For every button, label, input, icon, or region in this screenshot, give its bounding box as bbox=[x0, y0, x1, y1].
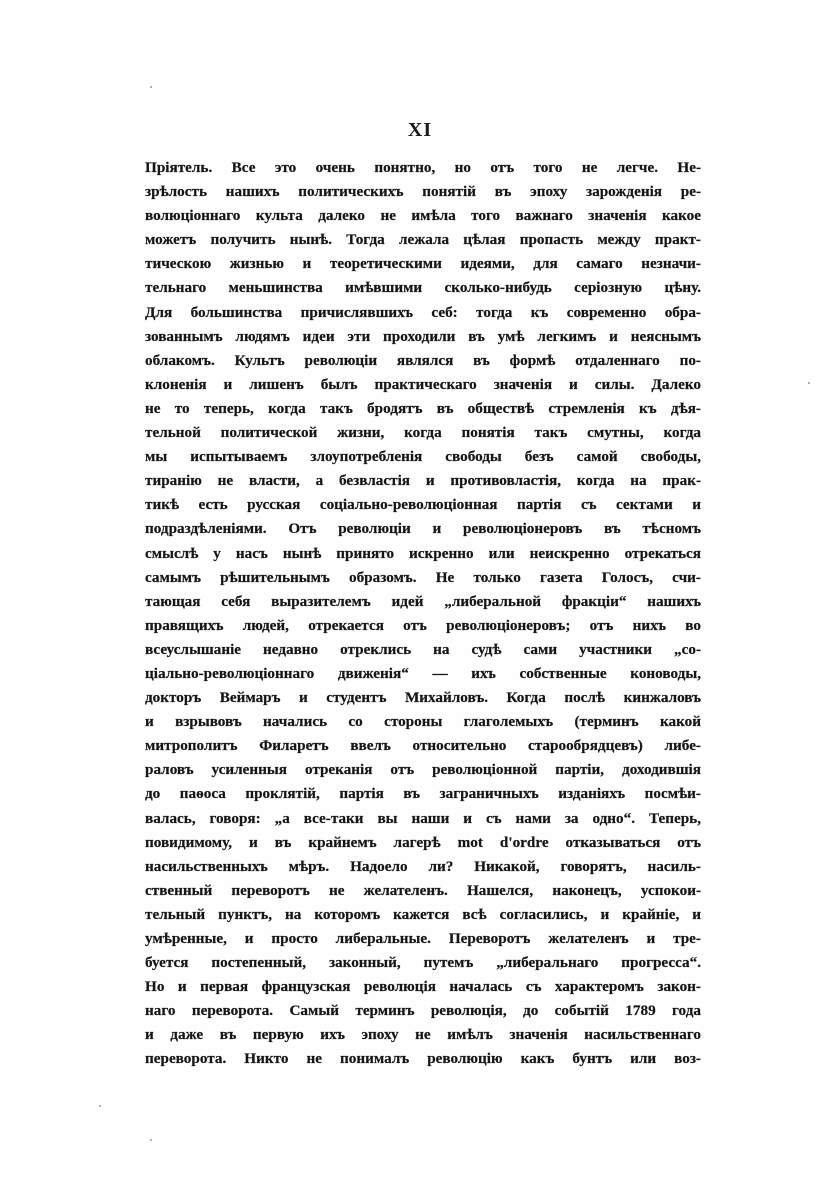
text-line: клоненія и лишенъ былъ практическаго значенія и силы. Далеко bbox=[145, 375, 701, 393]
text-line: зрѣлость нашихъ политическихъ понятій въ эпоху зарожденія ре- bbox=[145, 183, 701, 201]
text-line: валась, говоря: „а все-таки вы наши и съ нами за одно“. Теперь, bbox=[145, 809, 701, 827]
scan-speck bbox=[150, 1139, 152, 1141]
text-line: подраздѣленіями. Отъ революціи и революціонеровъ въ тѣсномъ bbox=[145, 520, 701, 538]
text-line: тельнаго меньшинства имѣвшими сколько-нибудь серіозную цѣну. bbox=[145, 279, 701, 297]
scan-speck bbox=[808, 382, 810, 384]
text-line: можетъ получить нынѣ. Тогда лежала цѣлая пропасть между практ- bbox=[145, 231, 701, 249]
text-line: насильственныхъ мѣръ. Надоело ли? Никакой, говорятъ, насиль- bbox=[145, 857, 701, 875]
text-line: до паѳоса проклятій, партія въ заграничныхъ изданіяхъ посмѣи- bbox=[145, 785, 701, 803]
text-line: правящихъ людей, отрекается отъ революціонеровъ; отъ нихъ во bbox=[145, 616, 701, 634]
text-line: повидимому, и въ крайнемъ лагерѣ mot d'ordre отказываться отъ bbox=[145, 833, 701, 851]
text-line: всеуслышаніе недавно отреклись на судѣ сами участники „со- bbox=[145, 640, 701, 658]
scan-speck bbox=[150, 86, 152, 88]
text-line: митрополитъ Филаретъ ввелъ относительно старообрядцевъ) либе- bbox=[145, 737, 701, 755]
text-line: ціально-революціоннаго движенія“ — ихъ собственные коноводы, bbox=[145, 664, 701, 682]
text-line: наго переворота. Самый терминъ революція, до событій 1789 года bbox=[145, 1002, 701, 1020]
text-line: Пріятель. Все это очень понятно, но отъ того не легче. Не- bbox=[145, 159, 701, 176]
text-line: и даже въ первую ихъ эпоху не имѣлъ значенія насильственнаго bbox=[145, 1026, 701, 1044]
text-line: и взрывовъ начались со стороны глаголемыхъ (терминъ какой bbox=[145, 713, 701, 731]
text-line: мы испытываемъ злоупотребленія свободы безъ самой свободы, bbox=[145, 448, 701, 466]
text-line: самымъ рѣшительнымъ образомъ. Не только газета Голосъ, счи- bbox=[145, 568, 701, 586]
text-line: буется постепенный, законный, путемъ „либеральнаго прогресса“. bbox=[145, 954, 701, 972]
text-line: тикѣ есть русская соціально-революціонная партія съ сектами и bbox=[145, 496, 701, 514]
text-line: переворота. Никто не понималъ революцію какъ бунтъ или воз- bbox=[145, 1050, 701, 1068]
body-text bbox=[145, 156, 701, 1072]
text-line: докторъ Веймаръ и студентъ Михайловъ. Когда послѣ кинжаловъ bbox=[145, 689, 701, 707]
text-line: Для большинства причислявшихъ себ: тогда къ современно обра- bbox=[145, 303, 701, 321]
text-line: тающая себя выразителемъ идей „либеральной фракціи“ нашихъ bbox=[145, 592, 701, 610]
text-line: тическою жизнью и теоретическими идеями, для самаго незначи- bbox=[145, 255, 701, 273]
text-line: облакомъ. Культъ революціи являлся въ формѣ отдаленнаго по- bbox=[145, 351, 701, 369]
text-line: тельной политической жизни, когда понятія такъ смутны, когда bbox=[145, 424, 701, 442]
text-line: умѣренные, и просто либеральные. Переворотъ желателенъ и тре- bbox=[145, 930, 701, 947]
text-line: тиранію не власти, а безвластія и противовластія, когда на прак- bbox=[145, 472, 701, 490]
text-line: ственный переворотъ не желателенъ. Нашелся, наконецъ, успокои- bbox=[145, 881, 701, 899]
text-line: волюціоннаго культа далеко не имѣла того важнаго значенія какое bbox=[145, 207, 701, 225]
text-line: раловъ усиленныя отреканія отъ революціонной партіи, доходившія bbox=[145, 761, 701, 779]
text-line: не то теперь, когда такъ бродятъ въ обществѣ стремленія къ дѣя- bbox=[145, 399, 701, 417]
page-number: XI bbox=[407, 119, 433, 141]
text-line: зованнымъ людямъ идеи эти проходили въ умѣ легкимъ и неяснымъ bbox=[145, 327, 701, 345]
scan-speck bbox=[99, 1105, 101, 1107]
text-line: Но и первая французская революція началась съ характеромъ закон- bbox=[145, 978, 701, 996]
text-line: смыслѣ у насъ нынѣ принято искренно или неискренно отрекаться bbox=[145, 544, 701, 562]
text-line: тельный пунктъ, на которомъ кажется всѣ согласились, и крайніе, и bbox=[145, 905, 701, 923]
